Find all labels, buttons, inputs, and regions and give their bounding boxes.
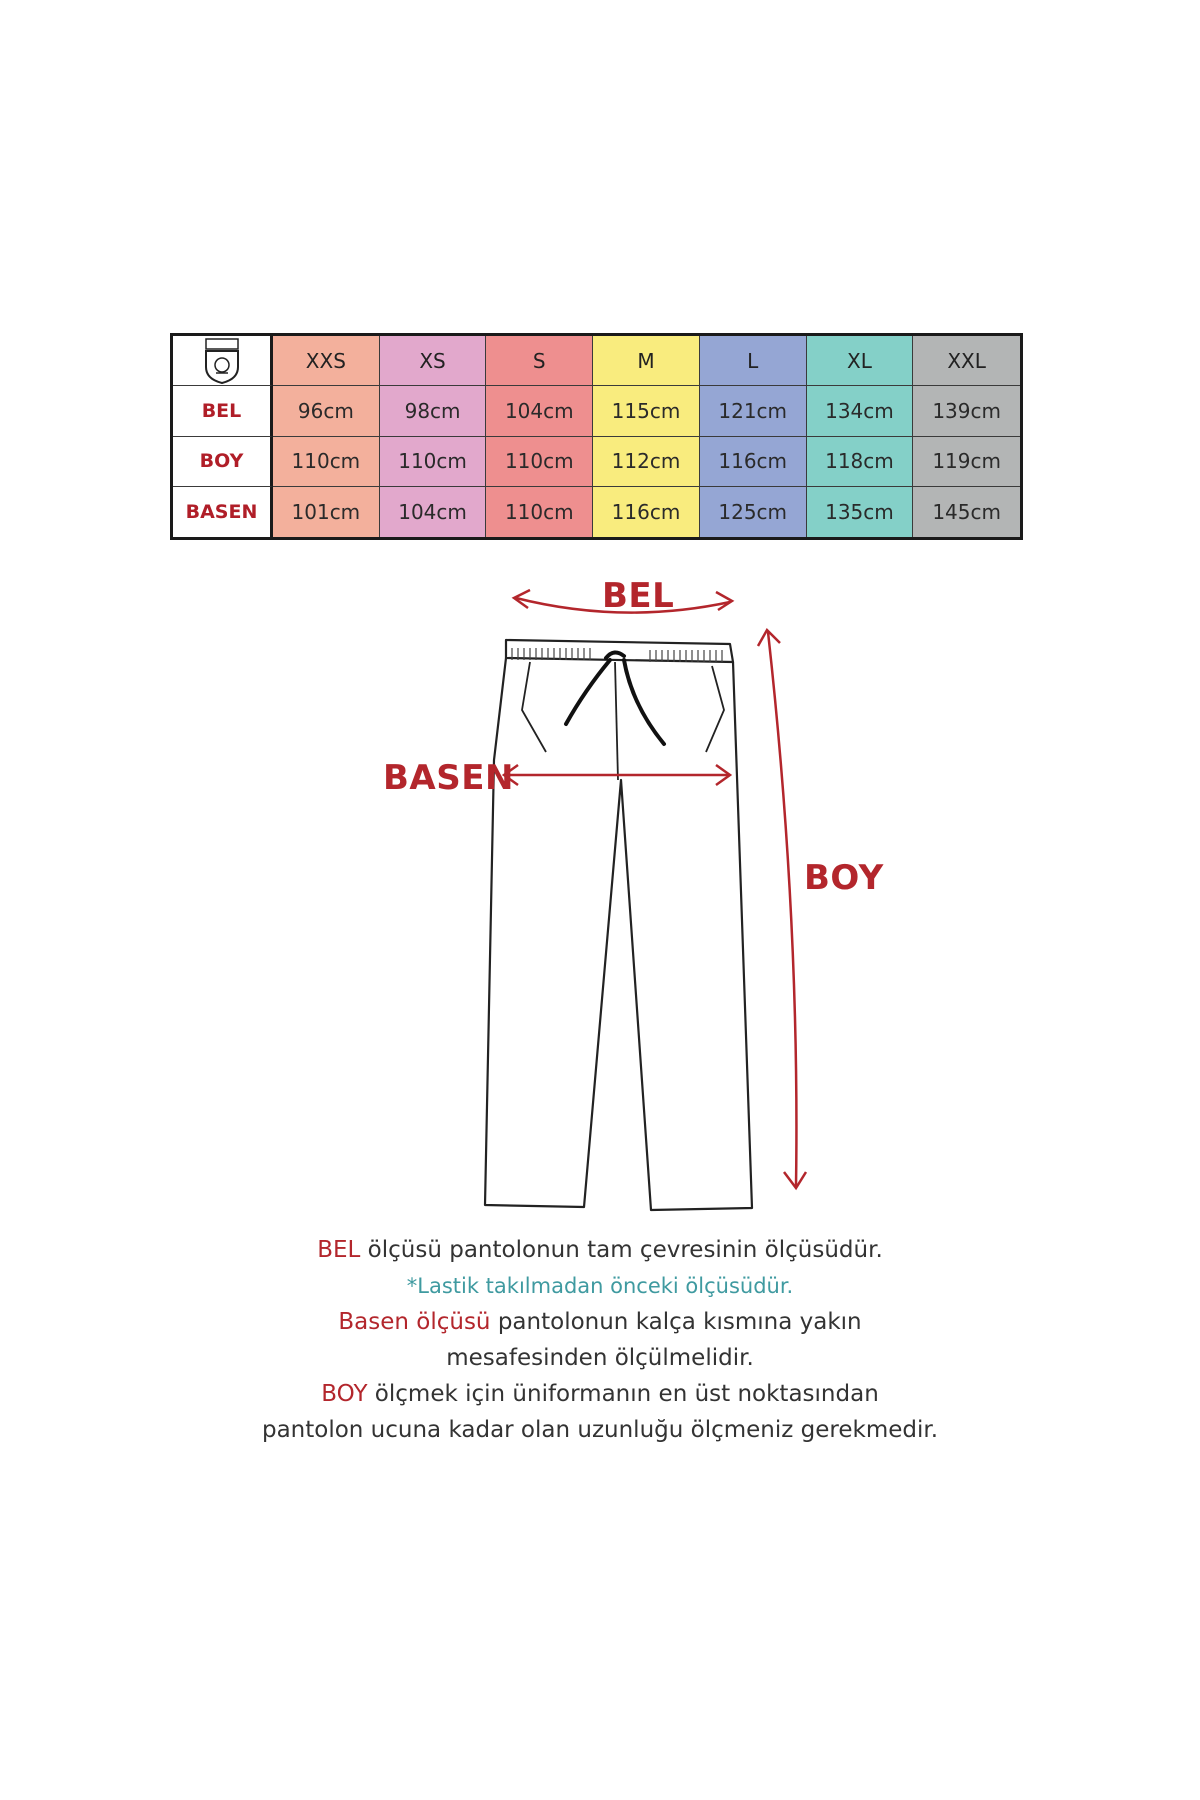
table-cell: 101cm <box>273 487 380 537</box>
size-header-l: L <box>700 336 807 386</box>
table-cell: 110cm <box>486 487 593 537</box>
table-cell: 134cm <box>807 386 914 436</box>
note-elastic: *Lastik takılmadan önceki ölçüsüdür. <box>406 1274 794 1298</box>
table-cell: 119cm <box>913 437 1020 487</box>
size-header-m: M <box>593 336 700 386</box>
row-label-basen: BASEN <box>173 487 273 537</box>
size-header-xs: XS <box>380 336 487 386</box>
table-cell: 139cm <box>913 386 1020 436</box>
table-cell: 115cm <box>593 386 700 436</box>
table-cell: 110cm <box>486 437 593 487</box>
table-cell: 125cm <box>700 487 807 537</box>
row-label-bel: BEL <box>173 386 273 436</box>
table-cell: 96cm <box>273 386 380 436</box>
table-cell: 110cm <box>380 437 487 487</box>
note-bel: BEL ölçüsü pantolonun tam çevresinin ölçüsüdür. <box>317 1237 883 1263</box>
table-cell: 118cm <box>807 437 914 487</box>
table-cell: 135cm <box>807 487 914 537</box>
row-label-boy: BOY <box>173 437 273 487</box>
note-basen: Basen ölçüsü pantolonun kalça kısmına yakın <box>338 1309 862 1335</box>
pants-outline <box>485 640 752 1210</box>
table-cell: 110cm <box>273 437 380 487</box>
note-boy: BOY ölçmek için üniformanın en üst noktasından <box>321 1381 879 1407</box>
basen-label: BASEN <box>383 758 514 798</box>
table-cell: 116cm <box>593 487 700 537</box>
note-boy-cont: pantolon ucuna kadar olan uzunluğu ölçmeniz gerekmedir. <box>261 1417 939 1443</box>
table-cell: 145cm <box>913 487 1020 537</box>
table-cell: 104cm <box>486 386 593 436</box>
size-header-s: S <box>486 336 593 386</box>
measurement-notes <box>150 1232 1050 1448</box>
size-header-xxl: XXL <box>913 336 1020 386</box>
size-header-xl: XL <box>807 336 914 386</box>
bel-label: BEL <box>602 576 675 616</box>
table-cell: 121cm <box>700 386 807 436</box>
note-basen-cont: mesafesinden ölçülmelidir. <box>446 1345 754 1371</box>
boy-arrow <box>758 630 806 1188</box>
table-cell: 104cm <box>380 487 487 537</box>
table-cell: 116cm <box>700 437 807 487</box>
size-header-xxs: XXS <box>273 336 380 386</box>
table-cell: 98cm <box>380 386 487 436</box>
boy-label: BOY <box>804 858 884 898</box>
table-cell: 112cm <box>593 437 700 487</box>
